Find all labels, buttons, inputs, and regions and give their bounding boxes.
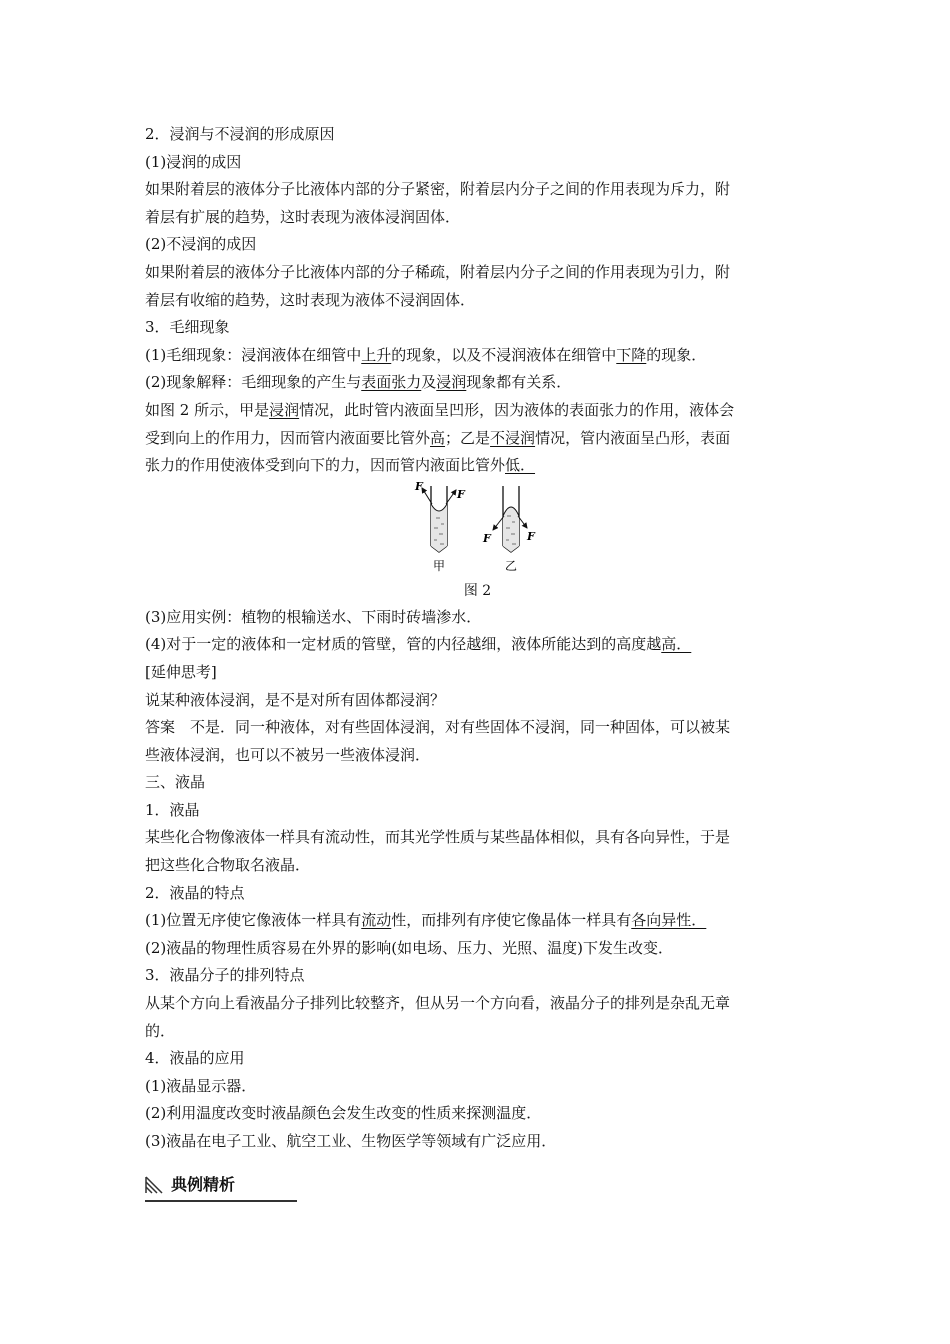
- answer-blank: 低．: [505, 456, 536, 475]
- answer-blank: 浸润: [436, 373, 467, 392]
- paragraph-line: 如果附着层的液体分子比液体内部的分子紧密，附着层内分子之间的作用表现为斥力，附: [145, 180, 731, 199]
- paragraph-line: 如果附着层的液体分子比液体内部的分子稀疏，附着层内分子之间的作用表现为引力，附: [145, 262, 731, 281]
- answer-text: 答案 不是．同一种液体，对有些固体浸润，对有些固体不浸润，同一种固体，可以被某: [145, 718, 731, 737]
- section-header: [145, 1172, 810, 1202]
- paragraph-line: 着层有收缩的趋势，这时表现为液体不浸润固体．: [145, 290, 476, 309]
- force-label: F: [483, 531, 491, 545]
- paragraph-line: 把这些化合物取名液晶．: [145, 856, 311, 875]
- subheading: 1．液晶: [145, 800, 200, 819]
- capillary-line-5: 张力的作用使液体受到向下的力，因而管内液面比管外低．: [145, 456, 536, 475]
- subheading: 2．液晶的特点: [145, 883, 245, 902]
- answer-blank: 浸润: [269, 400, 300, 419]
- capillary-line-1: (1)毛细现象：浸润液体在细管中上升的现象，以及不浸润液体在细管中下降的现象．: [145, 345, 707, 364]
- extended-thinking-label: [延伸思考]: [145, 662, 217, 681]
- figure-capillary: [145, 482, 810, 580]
- answer-blank: 下降: [616, 345, 647, 364]
- capillary-line-2: (2)现象解释：毛细现象的产生与表面张力及浸润现象都有关系．: [145, 373, 572, 392]
- question-text: 说某种液体浸润，是不是对所有固体都浸润？: [145, 690, 446, 709]
- subheading: 4．液晶的应用: [145, 1049, 245, 1068]
- subheading-wetting: (1)浸润的成因: [145, 152, 242, 171]
- answer-blank: 流动: [361, 911, 392, 930]
- answer-blank: 各向异性．: [631, 911, 707, 930]
- paragraph-line: (2)利用温度改变时液晶颜色会发生改变的性质来探测温度．: [145, 1104, 542, 1123]
- answer-blank: 高: [430, 428, 446, 447]
- paragraph-line: 从某个方向上看液晶分子排列比较整齐，但从另一个方向看，液晶分子的排列是杂乱无章: [145, 994, 731, 1013]
- subheading: 3．液晶分子的排列特点: [145, 966, 305, 985]
- heading-capillary: 3．毛细现象: [145, 318, 230, 337]
- figure-caption: 图 2: [463, 582, 492, 599]
- paragraph-line: (1)液晶显示器．: [145, 1076, 257, 1095]
- nonwetting-tube: [493, 486, 527, 552]
- answer-blank: 不浸润: [490, 428, 536, 447]
- heading-wetting-cause: 2．浸润与不浸润的形成原因: [145, 125, 335, 143]
- capillary-diagram: [407, 482, 547, 578]
- paragraph-line: 的．: [145, 1021, 176, 1040]
- heading-liquid-crystal: 三、液晶: [145, 773, 206, 792]
- answer-text: 些液体浸润，也可以不被另一些液体浸润．: [145, 745, 431, 764]
- paragraph-line: 某些化合物像液体一样具有流动性，而其光学性质与某些晶体相似，具有各向异性，于是: [145, 828, 731, 847]
- force-label: F: [527, 529, 535, 543]
- paragraph-line: (4)对于一定的液体和一定材质的管壁，管的内径越细，液体所能达到的高度越高．: [145, 635, 692, 654]
- subheading-nonwetting: (2)不浸润的成因: [145, 235, 257, 254]
- paragraph-line: 着层有扩展的趋势，这时表现为液体浸润固体．: [145, 207, 461, 226]
- answer-blank: 高．: [661, 635, 692, 654]
- document-page: [145, 121, 810, 1202]
- answer-blank: 表面张力: [361, 373, 422, 392]
- capillary-line-4: 受到向上的作用力，因而管内液面要比管外高；乙是不浸润情况，管内液面呈凸形，表面: [145, 428, 731, 447]
- force-label: F: [457, 487, 465, 501]
- wetting-tube: [422, 486, 456, 552]
- section-marker-icon: [145, 1176, 163, 1194]
- tube-label-yi: 乙: [505, 558, 518, 573]
- force-label: F: [415, 481, 423, 493]
- answer-blank: 上升: [361, 345, 392, 364]
- paragraph-line: (3)液晶在电子工业、航空工业、生物医学等领域有广泛应用．: [145, 1132, 557, 1150]
- paragraph-line: (2)液晶的物理性质容易在外界的影响(如电场、压力、光照、温度)下发生改变．: [145, 938, 673, 957]
- tube-label-jia: 甲: [433, 558, 446, 573]
- section-title: 典例精析: [171, 1174, 236, 1194]
- paragraph-line: (3)应用实例：植物的根输送水、下雨时砖墙渗水．: [145, 607, 482, 626]
- paragraph-line: (1)位置无序使它像液体一样具有流动性，而排列有序使它像晶体一样具有各向异性．: [145, 911, 707, 930]
- capillary-line-3: 如图 2 所示，甲是浸润情况，此时管内液面呈凹形，因为液体的表面张力的作用，液体会: [145, 400, 735, 419]
- section-underline: [145, 1200, 297, 1202]
